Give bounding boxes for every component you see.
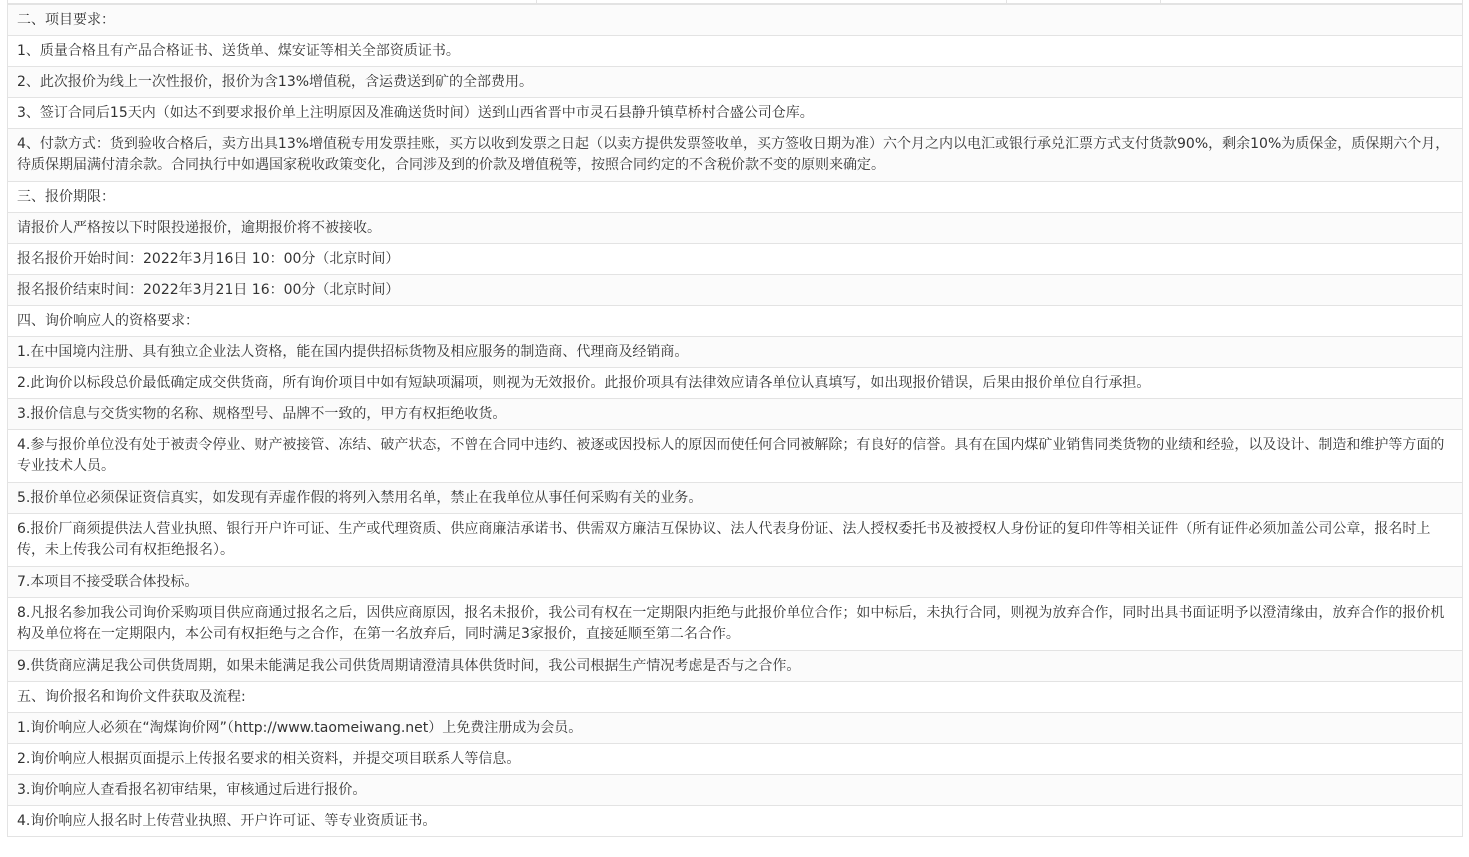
row-text: 2、此次报价为线上一次性报价，报价为含13%增值税，含运费送到矿的全部费用。 — [8, 67, 1463, 98]
table-row — [8, 275, 1463, 306]
row-text: 二、项目要求： — [8, 5, 1463, 36]
table-row — [8, 36, 1463, 67]
row-text: 4.参与报价单位没有处于被责令停业、财产被接管、冻结、破产状态，不曾在合同中违约、被逐或因投标人的原因而使任何合同被解除；有良好的信誉。具有在国内煤矿业销售同类货物的业绩和经验，以及设计、制造和维护等方面的专业技术人员。 — [8, 430, 1463, 483]
row-text: 8.凡报名参加我公司询价采购项目供应商通过报名之后，因供应商原因，报名未报价，我公司有权在一定期限内拒绝与此报价单位合作；如中标后，未执行合同，则视为放弃合作，同时出具书面证明予以澄清缘由，放弃合作的报价机构及单位将在一定期限内，本公司有权拒绝与之合作，在第一名放弃后，同时满足3家报价，直接延顺至第二名合作。 — [8, 598, 1463, 651]
table-row — [8, 806, 1463, 837]
row-text: 2.询价响应人根据页面提示上传报名要求的相关资料，并提交项目联系人等信息。 — [8, 744, 1463, 775]
row-text: 9.供货商应满足我公司供货周期，如果未能满足我公司供货周期请澄清具体供货时间，我公司根据生产情况考虑是否与之合作。 — [8, 651, 1463, 682]
table-row — [8, 67, 1463, 98]
table-row — [8, 306, 1463, 337]
table-row — [8, 682, 1463, 713]
row-text: 三、报价期限： — [8, 182, 1463, 213]
row-text: 报名报价结束时间：2022年3月21日 16：00分（北京时间） — [8, 275, 1463, 306]
table-row — [8, 713, 1463, 744]
table-row — [8, 598, 1463, 651]
table-row — [8, 5, 1463, 36]
row-text: 1、质量合格且有产品合格证书、送货单、煤安证等相关全部资质证书。 — [8, 36, 1463, 67]
row-text: 2.此询价以标段总价最低确定成交供货商，所有询价项目中如有短缺项漏项，则视为无效报价。此报价项具有法律效应请各单位认真填写，如出现报价错误，后果由报价单位自行承担。 — [8, 368, 1463, 399]
table-row — [8, 399, 1463, 430]
table-row — [8, 368, 1463, 399]
row-text: 1.询价响应人必须在“淘煤询价网”（http://www.taomeiwang.net）上免费注册成为会员。 — [8, 713, 1463, 744]
table-row — [8, 244, 1463, 275]
row-text: 五、询价报名和询价文件获取及流程: — [8, 682, 1463, 713]
row-text: 3、签订合同后15天内（如达不到要求报价单上注明原因及准确送货时间）送到山西省晋中市灵石县静升镇草桥村合盛公司仓库。 — [8, 98, 1463, 129]
row-text: 3.询价响应人查看报名初审结果，审核通过后进行报价。 — [8, 775, 1463, 806]
requirements-table — [7, 4, 1463, 837]
document-page — [7, 0, 1463, 837]
table-row — [8, 514, 1463, 567]
table-top-edge — [7, 0, 1463, 4]
table-row — [8, 98, 1463, 129]
row-text: 报名报价开始时间：2022年3月16日 10：00分（北京时间） — [8, 244, 1463, 275]
row-text: 1.在中国境内注册、具有独立企业法人资格，能在国内提供招标货物及相应服务的制造商、代理商及经销商。 — [8, 337, 1463, 368]
row-text: 3.报价信息与交货实物的名称、规格型号、品牌不一致的，甲方有权拒绝收货。 — [8, 399, 1463, 430]
table-row — [8, 337, 1463, 368]
row-text: 4.询价响应人报名时上传营业执照、开户许可证、等专业资质证书。 — [8, 806, 1463, 837]
table-row — [8, 213, 1463, 244]
table-row — [8, 567, 1463, 598]
table-row — [8, 182, 1463, 213]
requirements-table-body — [8, 5, 1463, 837]
table-row — [8, 483, 1463, 514]
row-text: 6.报价厂商须提供法人营业执照、银行开户许可证、生产或代理资质、供应商廉洁承诺书、供需双方廉洁互保协议、法人代表身份证、法人授权委托书及被授权人身份证的复印件等相关证件（所有证件必须加盖公司公章，报名时上传，未上传我公司有权拒绝报名）。 — [8, 514, 1463, 567]
table-row — [8, 775, 1463, 806]
table-row — [8, 430, 1463, 483]
row-text: 4、付款方式：货到验收合格后，卖方出具13%增值税专用发票挂账，买方以收到发票之日起（以卖方提供发票签收单，买方签收日期为准）六个月之内以电汇或银行承兑汇票方式支付货款90%，剩余10%为质保金，质保期六个月，待质保期届满付清余款。合同执行中如遇国家税收政策变化，合同涉及到的价款及增值税等，按照合同约定的不含税价款不变的原则来确定。 — [8, 129, 1463, 182]
row-text: 7.本项目不接受联合体投标。 — [8, 567, 1463, 598]
table-row — [8, 129, 1463, 182]
row-text: 5.报价单位必须保证资信真实，如发现有弄虚作假的将列入禁用名单，禁止在我单位从事任何采购有关的业务。 — [8, 483, 1463, 514]
table-row — [8, 651, 1463, 682]
row-text: 请报价人严格按以下时限投递报价，逾期报价将不被接收。 — [8, 213, 1463, 244]
table-row — [8, 744, 1463, 775]
row-text: 四、询价响应人的资格要求： — [8, 306, 1463, 337]
